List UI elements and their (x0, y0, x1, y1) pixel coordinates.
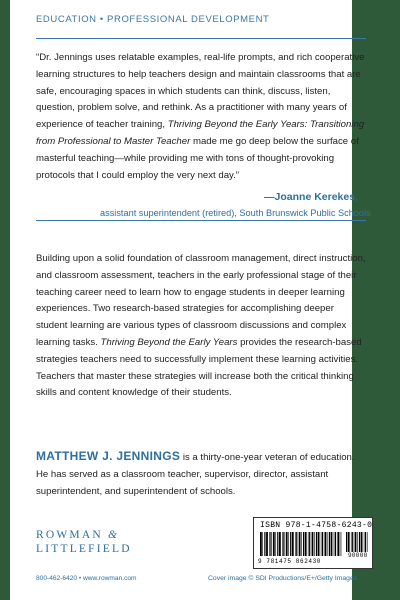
isbn-barcode (253, 517, 373, 569)
endorser-title: assistant superintendent (retired), South Brunswick Public Schools (100, 208, 371, 218)
isbn-label: ISBN 978-1-4758-6243-0 (260, 521, 373, 530)
author-bio-text: is a thirty-one-year veteran of education. He has served as a classroom teacher, supervisor, director, assistant superintendent, and superintendent of schools. (36, 452, 355, 497)
barcode-price-code: 90000 (348, 552, 368, 559)
description-part1: Building upon a solid foundation of classroom management, direct instruction, and classroom assessment, teachers in the early professional stage of their teaching career need to learn how to engage students in deeper learning experiences. Two research-based strategies for accomplishing deeper student learning are various types of classroom discussions and complex learning tasks. (36, 253, 366, 348)
price-barcode-bars (346, 532, 368, 552)
cover-image-credit: Cover image © SDI Productions/E+/Getty Images (208, 575, 358, 582)
description-part2: provides the research-based strategies teachers need to successfully implement these learning activities. Teachers that master these strategies will increase both the critical thinking skills and content knowledge of their students. (36, 336, 362, 399)
description-book-title: Thriving Beyond the Early Years (100, 336, 238, 348)
endorsement-quote (36, 50, 366, 184)
quote-book-title: Thriving Beyond the Early Years: Transitioning from Professional to Master Teacher (36, 119, 365, 147)
author-bio (36, 448, 366, 500)
publisher-contact: 800-462-6420 • www.rowman.com (36, 575, 137, 582)
quote-text-part1: “Dr. Jennings uses relatable examples, real-life prompts, and rich cooperative learning structures to help teachers design and maintain classrooms that are safe, encouraging spaces in which students can think, discuss, listen, question, problem solve, and rethink. As a practitioner with many years of experience of teacher training, (36, 52, 365, 131)
publisher-logo: ROWMAN & LITTLEFIELD (36, 529, 132, 555)
author-name: MATTHEW J. JENNINGS (36, 449, 181, 463)
barcode-bars (260, 532, 342, 556)
quote-text-part2: made me go deep below the surface of masterful teaching—while providing me with tons of thought-provoking protocols that I could employ the very next day.” (36, 135, 359, 181)
back-cover-page (10, 0, 376, 600)
endorser-name: —Joanne Kerekes, (264, 191, 358, 203)
book-description (36, 251, 366, 402)
barcode-number: 9 781475 862430 (258, 558, 322, 565)
category-header: EDUCATION • PROFESSIONAL DEVELOPMENT (36, 14, 270, 25)
middle-divider (36, 220, 366, 221)
top-divider (36, 38, 366, 39)
